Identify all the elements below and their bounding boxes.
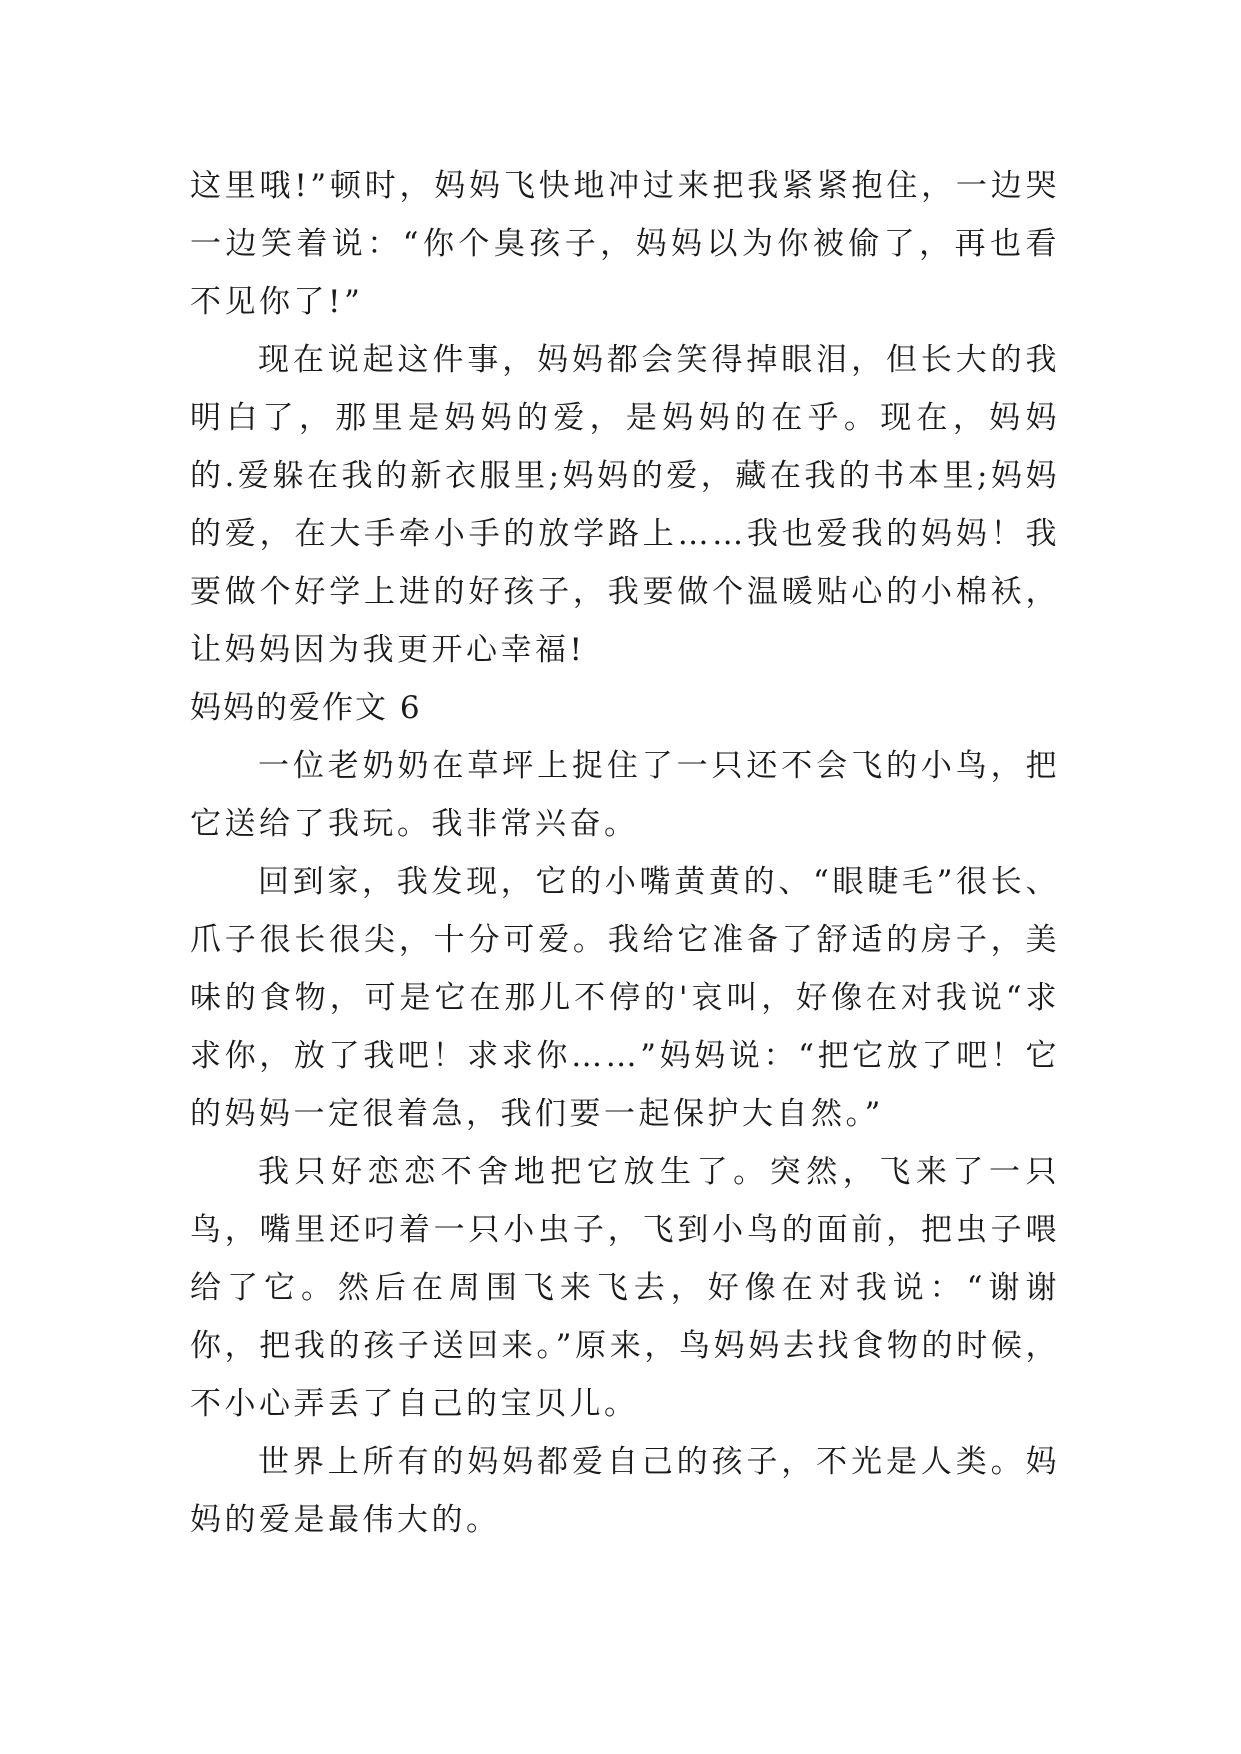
section-heading: 妈妈的爱作文 6	[190, 690, 422, 726]
paragraph: 回到家，我发现，它的小嘴黄黄的、“眼睫毛”很长、爪子很长很尖，十分可爱。我给它准备了舒适的房子，美味的食物，可是它在那儿不停的'哀叫，好像在对我说“求求你，放了我吧！求求你……”妈妈说：“把它放了吧！它的妈妈一定很着急，我们要一起保护大自然。”	[190, 864, 1060, 1132]
paragraph: 一位老奶奶在草坪上捉住了一只还不会飞的小鸟，把它送给了我玩。我非常兴奋。	[190, 748, 1060, 842]
paragraph: 我只好恋恋不舍地把它放生了。突然，飞来了一只鸟，嘴里还叼着一只小虫子，飞到小鸟的面前，把虫子喂给了它。然后在周围飞来飞去，好像在对我说：“谢谢你，把我的孩子送回来。”原来，鸟妈妈去找食物的时候，不小心弄丢了自己的宝贝儿。	[190, 1154, 1060, 1422]
paragraph: 现在说起这件事，妈妈都会笑得掉眼泪，但长大的我明白了，那里是妈妈的爱，是妈妈的在乎。现在，妈妈的.爱躲在我的新衣服里;妈妈的爱，藏在我的书本里;妈妈的爱，在大手牵小手的放学路上……我也爱我的妈妈！我要做个好学上进的好孩子，我要做个温暖贴心的小棉袄，让妈妈因为我更开心幸福!	[190, 342, 1060, 668]
paragraph-continuation: 这里哦!”顿时，妈妈飞快地冲过来把我紧紧抱住，一边哭一边笑着说：“你个臭孩子，妈妈以为你被偷了，再也看不见你了!”	[190, 168, 1060, 320]
paragraph: 世界上所有的妈妈都爱自己的孩子，不光是人类。妈妈的爱是最伟大的。	[190, 1444, 1060, 1538]
document-body	[190, 157, 1060, 1549]
